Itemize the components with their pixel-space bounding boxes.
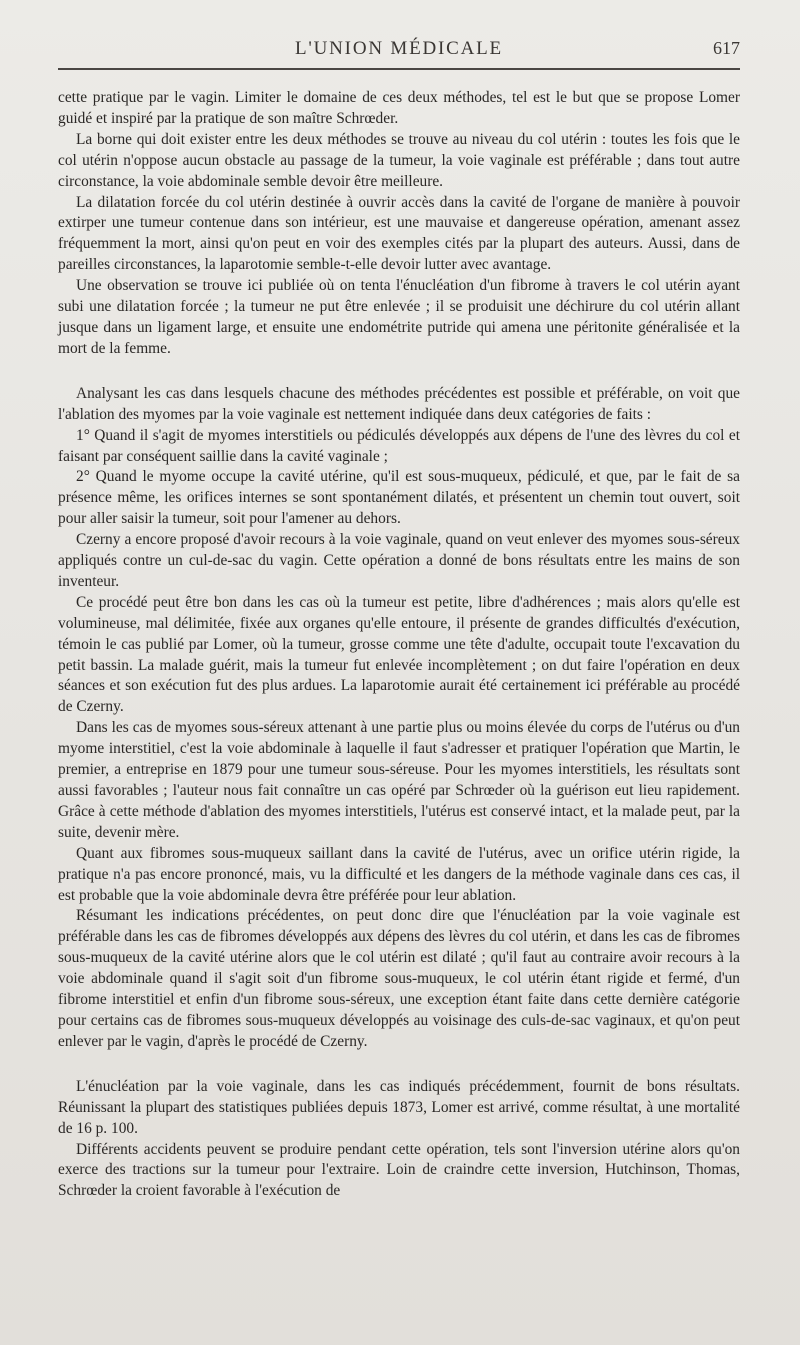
article-body <box>58 88 740 1202</box>
paragraph: La dilatation forcée du col utérin destinée à ouvrir accès dans la cavité de l'organe de manière à pouvoir extirper une tumeur contenue dans son intérieur, est une mauvaise et dangereuse opération, amenant assez fréquemment la mort, ainsi qu'on peut en voir des exemples cités par la plupart des auteurs. Aussi, dans de pareilles circonstances, la laparotomie semble-t-elle devoir lutter avec avantage. <box>58 193 740 274</box>
paragraph: Czerny a encore proposé d'avoir recours à la voie vaginale, quand on veut enlever des myomes sous-séreux appliqués contre un cul-de-sac du vagin. Cette opération a donné de bons résultats entre les mains de son inventeur. <box>58 531 740 590</box>
paragraph: Résumant les indications précédentes, on peut donc dire que l'énucléation par la voie vaginale est préférable dans les cas de fibromes développés aux dépens des lèvres du col utérin, et dans les cas de fibromes sous-muqueux de la cavité utérine alors que le col utérin est dilaté ; qu'il faut au contraire avoir recours à la voie abdominale quand il s'agit soit d'un fibrome sous-muqueux, le col utérin étant rigide et fermé, d'un fibrome interstitiel et enfin d'un fibrome sous-séreux, une exception étant faite dans cette dernière catégorie pour certains cas de fibromes sous-muqueux développés au voisinage des culs-de-sac vaginaux, et qu'on peut enlever par le vagin, d'après le procédé de Czerny. <box>58 907 740 1050</box>
paragraph: cette pratique par le vagin. Limiter le domaine de ces deux méthodes, tel est le but que se propose Lomer guidé et inspiré par la pratique de son maître Schrœder. <box>58 89 740 127</box>
paragraph: Dans les cas de myomes sous-séreux attenant à une partie plus ou moins élevée du corps de l'utérus ou d'un myome interstitiel, c'est la voie abdominale à laquelle il faut s'adresser et pratiquer l'opération que Martin, le premier, a entreprise en 1879 pour une tumeur sous-séreuse. Pour les myomes interstitiels, les résultats sont aussi favorables ; l'auteur nous fait connaître un cas opéré par Schrœder où la guérison eut lieu rapidement. Grâce à cette méthode d'ablation des myomes interstitiels, l'utérus est conservé intact, et la malade peut, par la suite, devenir mère. <box>58 719 740 841</box>
running-header <box>58 32 740 62</box>
journal-title: L'UNION MÉDICALE <box>295 38 503 59</box>
paragraph: Ce procédé peut être bon dans les cas où la tumeur est petite, libre d'adhérences ; mais alors qu'elle est volumineuse, mal délimitée, fixée aux organes qu'elle entoure, il présente de grandes difficultés d'exécution, témoin le cas publié par Lomer, où la tumeur, grosse comme une tête d'adulte, occupait toute l'excavation du petit bassin. La malade guérit, mais la tumeur fut enlevée incomplètement ; on dut faire l'opération en deux séances et son exécution fut des plus ardues. La laparotomie aurait été certainement ici préférable au procédé de Czerny. <box>58 593 740 716</box>
section-break <box>58 360 740 384</box>
paragraph: Différents accidents peuvent se produire pendant cette opération, tels sont l'inversion utérine alors qu'on exerce des tractions sur la tumeur pour l'extraire. Loin de craindre cette inversion, Hutchinson, Thomas, Schrœder la croient favorable à l'exécution de <box>58 1140 740 1200</box>
paragraph: L'énucléation par la voie vaginale, dans les cas indiqués précédemment, fournit de bons résultats. Réunissant la plupart des statistiques publiées depuis 1873, Lomer est arrivé, comme résultat, à une mortalité de 16 p. 100. <box>58 1077 740 1137</box>
paragraph: Quant aux fibromes sous-muqueux saillant dans la cavité de l'utérus, avec un orifice utérin rigide, la pratique n'a pas encore prononcé, mais, vu la difficulté et les dangers de la méthode vaginale dans ces cas, il est probable que la voie abdominale devra être préférée pour leur ablation. <box>58 844 740 904</box>
page-number: 617 <box>713 38 740 58</box>
paragraph: Une observation se trouve ici publiée où on tenta l'énucléation d'un fibrome à travers le col utérin ayant subi une dilatation forcée ; la tumeur ne put être enlevée ; il se produisit une déchirure du col utérin allant jusque dans un ligament large, et ensuite une endométrite putride qui amena une péritonite généralisée et la mort de la femme. <box>58 277 740 357</box>
header-rule <box>58 68 740 70</box>
paragraph: Analysant les cas dans lesquels chacune des méthodes précédentes est possible et préférable, on voit que l'ablation des myomes par la voie vaginale est nettement indiquée dans deux catégories de faits : <box>58 384 740 423</box>
paragraph: La borne qui doit exister entre les deux méthodes se trouve au niveau du col utérin : toutes les fois que le col utérin n'oppose aucun obstacle au passage de la tumeur, la voie vaginale est préférable ; dans tout autre circonstance, la voie abdominale semble devoir être meilleure. <box>58 130 740 190</box>
section-break <box>58 1053 740 1077</box>
list-item-1: 1° Quand il s'agit de myomes interstitiels ou pédiculés développés aux dépens de l'une des lèvres du col et faisant par conséquent saillie dans la cavité vaginale ; <box>58 426 740 465</box>
list-item-2: 2° Quand le myome occupe la cavité utérine, qu'il est sous-muqueux, pédiculé, et que, par le fait de sa présence même, les orifices internes se sont spontanément dilatés, et présentent un chemin tout ouvert, soit pour aller saisir la tumeur, soit pour l'amener au dehors. <box>58 468 740 528</box>
